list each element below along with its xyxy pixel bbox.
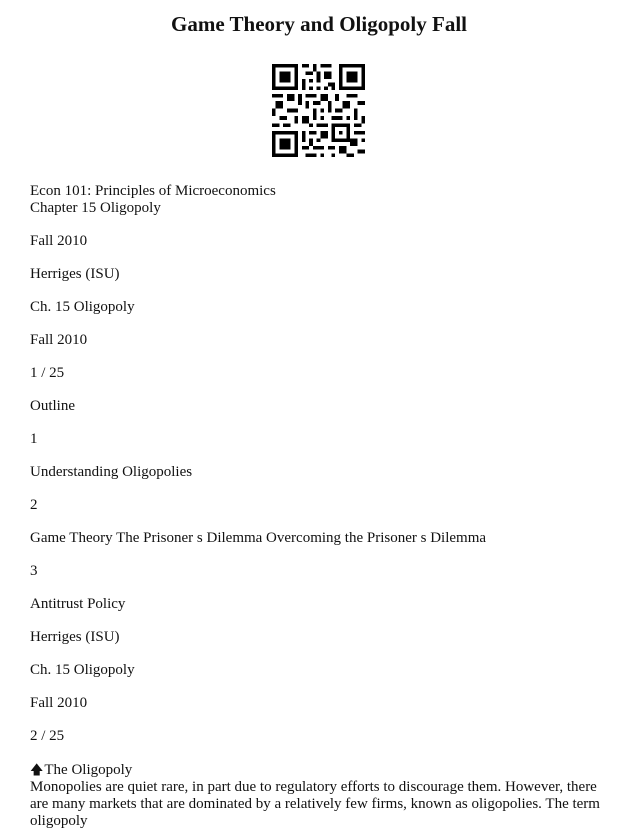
text-line: Herriges (ISU): [30, 266, 120, 282]
text-line: Outline: [30, 398, 75, 414]
text-line: Understanding Oligopolies: [30, 464, 193, 480]
text-line: 1 / 25: [30, 365, 65, 381]
text-line: Ch. 15 Oligopoly: [30, 299, 135, 315]
section-body: Monopolies are quiet rare, in part due to regulatory efforts to discourage them. However, there are many markets that are dominated by a relatively few firms, known as oligopolies. The term oligopoly: [30, 779, 600, 829]
text-line: 2: [30, 497, 38, 513]
chapter-name: Chapter 15 Oligopoly: [30, 200, 161, 216]
text-line: Ch. 15 Oligopoly: [30, 662, 135, 678]
text-line: 3: [30, 563, 38, 579]
text-line: 1: [30, 431, 38, 447]
text-line: Fall 2010: [30, 695, 88, 711]
section-heading: [30, 761, 610, 779]
document-title: Game Theory and Oligopoly Fall: [171, 12, 467, 36]
text-line: Fall 2010: [30, 332, 88, 348]
text-line: Fall 2010: [30, 233, 88, 249]
section-oligopoly: [30, 761, 610, 830]
course-name: Econ 101: Principles of Microeconomics: [30, 183, 276, 199]
text-line: Herriges (ISU): [30, 629, 120, 645]
qr-code-icon: [272, 64, 365, 157]
document-body: [30, 183, 610, 830]
up-arrow-icon: 🡅: [30, 762, 44, 777]
course-header: [30, 183, 610, 217]
text-line: Antitrust Policy: [30, 596, 126, 612]
text-line: Game Theory The Prisoner s Dilemma Overcoming the Prisoner s Dilemma: [30, 530, 487, 546]
text-line: 2 / 25: [30, 728, 65, 744]
section-heading-text: The Oligopoly: [44, 762, 133, 778]
